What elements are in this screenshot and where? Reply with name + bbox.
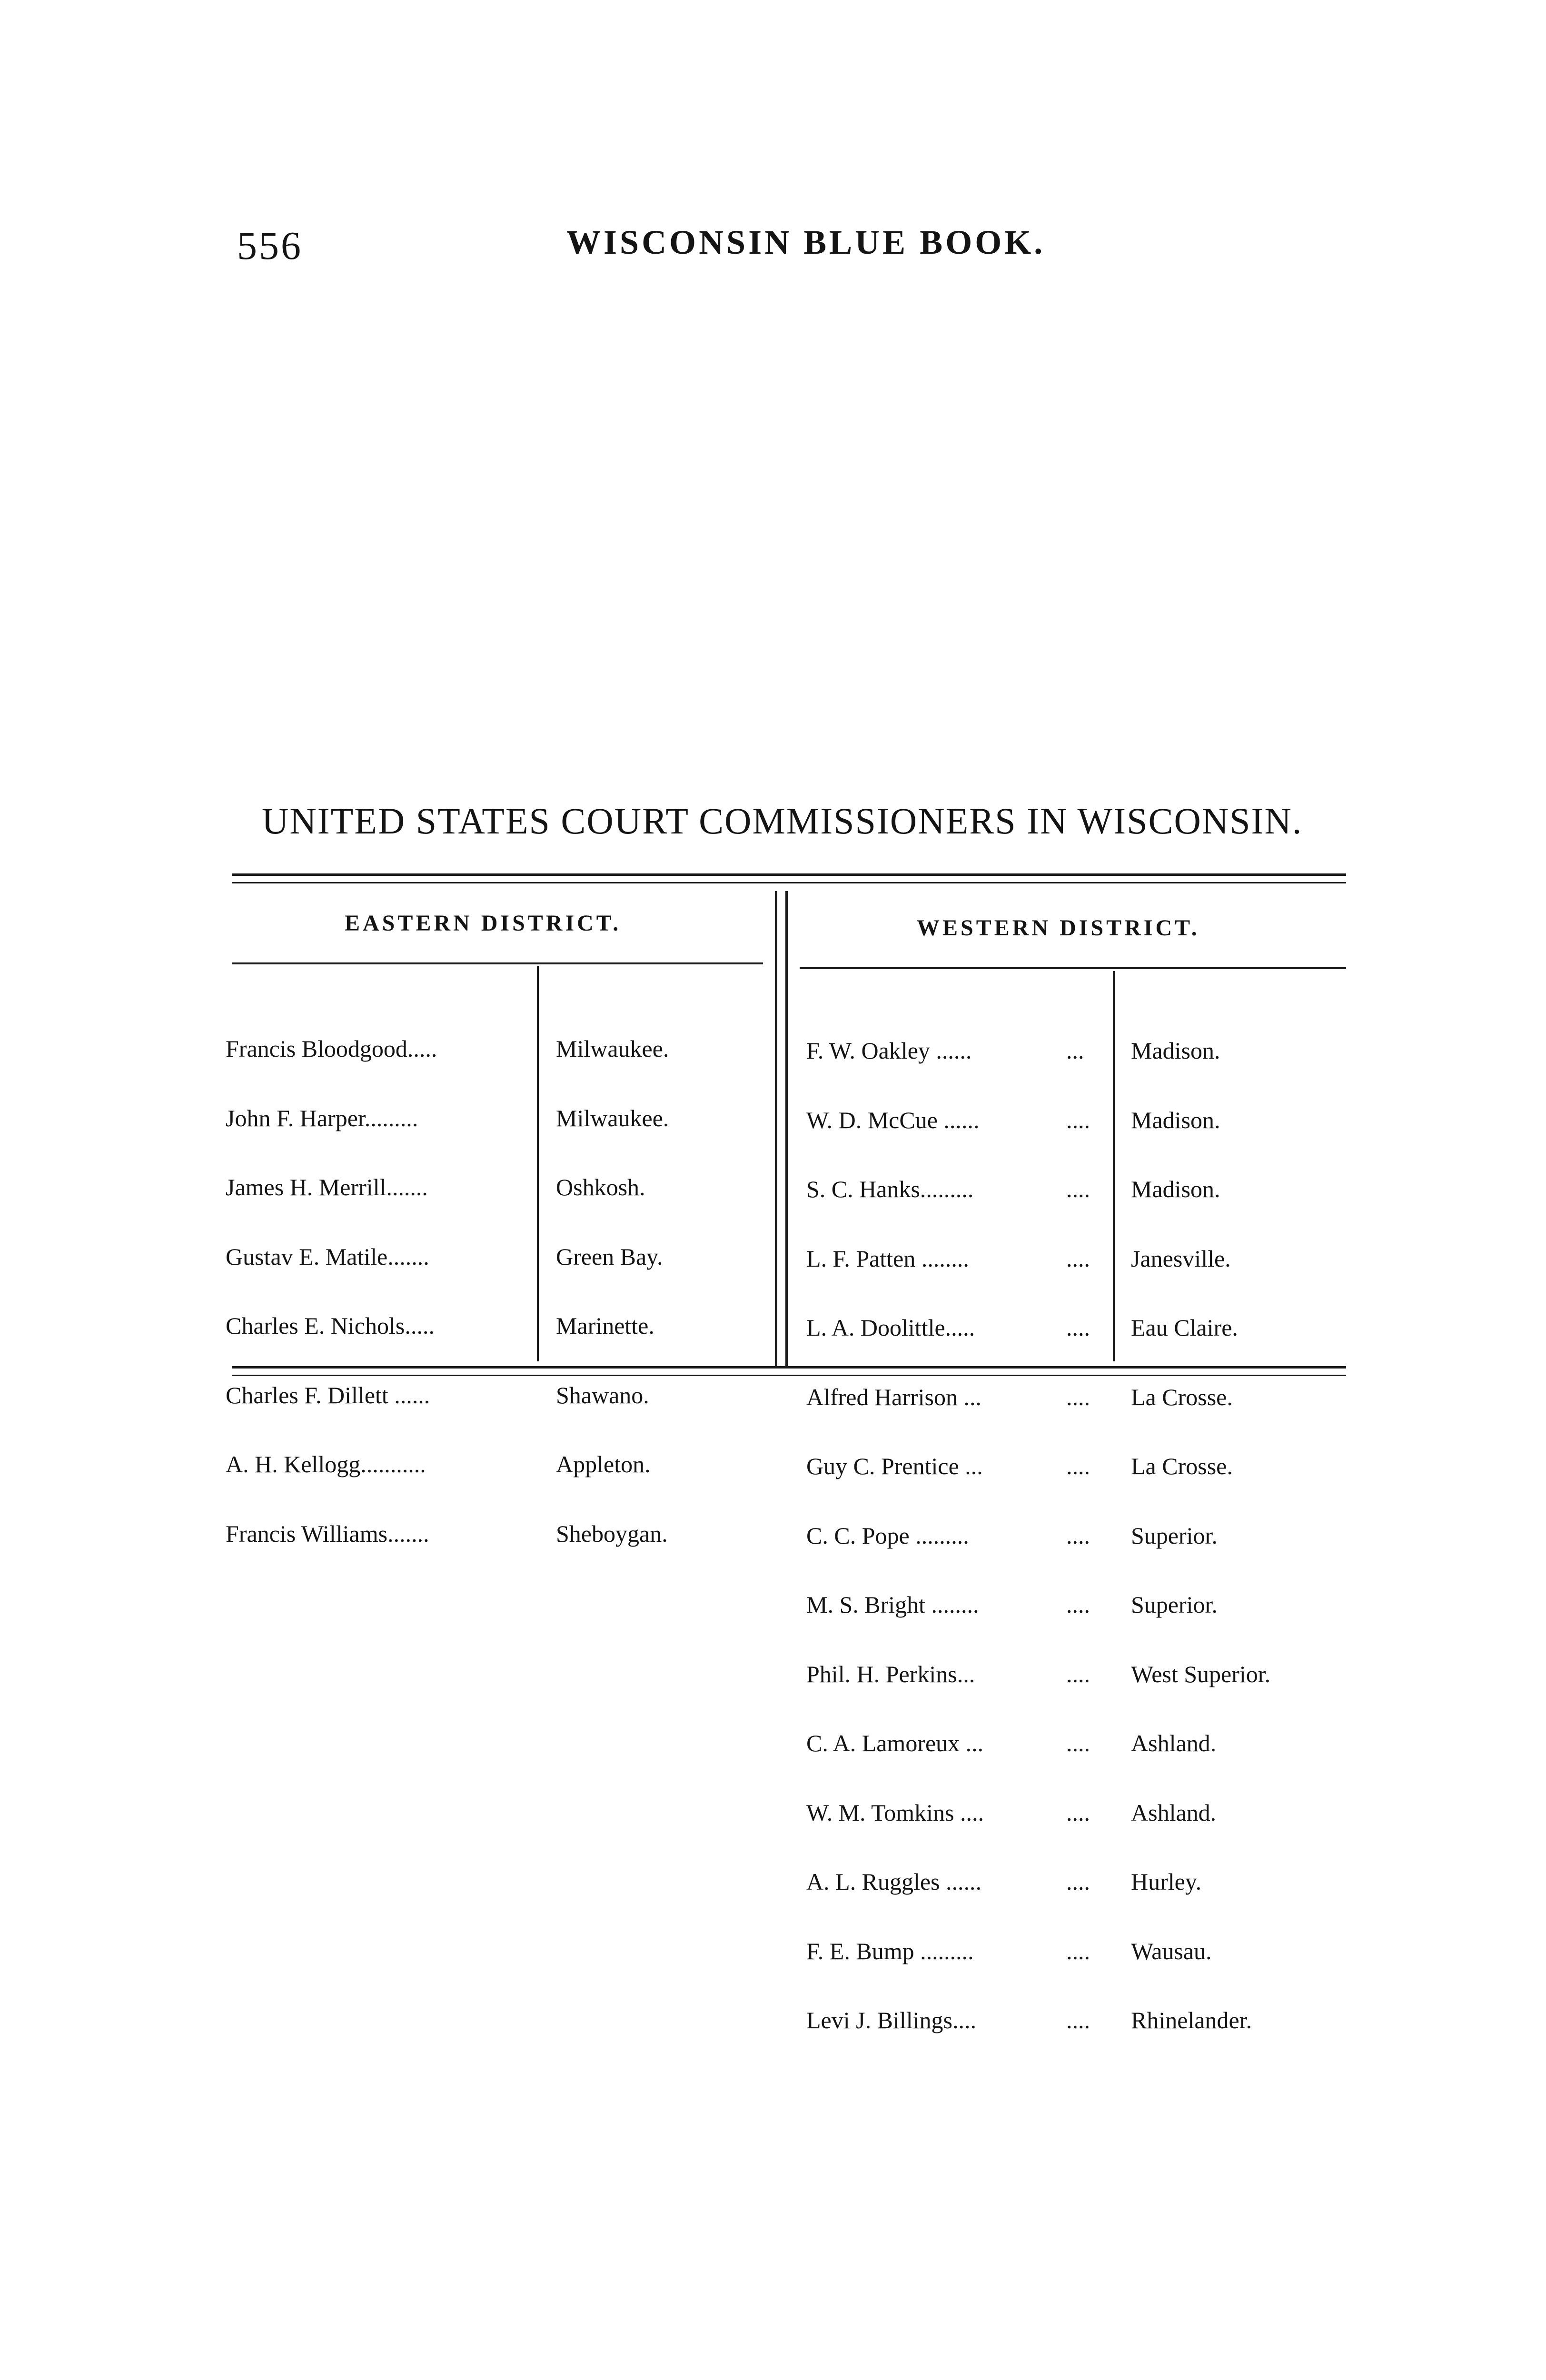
list-item: Phil. H. Perkins... bbox=[806, 1660, 975, 1687]
district-divider-left bbox=[775, 891, 777, 1367]
list-item: Superior. bbox=[1131, 1522, 1218, 1549]
list-item: Ashland. bbox=[1131, 1730, 1217, 1756]
eastern-district-heading: EASTERN DISTRICT. bbox=[345, 911, 622, 936]
district-divider-right bbox=[785, 891, 788, 1367]
table-bottom-rule bbox=[232, 1366, 1346, 1368]
list-item: Alfred Harrison ... bbox=[806, 1383, 981, 1410]
list-item: A. L. Ruggles ...... bbox=[806, 1868, 982, 1895]
list-item: Green Bay. bbox=[556, 1243, 663, 1270]
list-item: Francis Williams....... bbox=[226, 1520, 429, 1547]
list-item: Eau Claire. bbox=[1131, 1314, 1238, 1341]
leader-dots: .... bbox=[1066, 1522, 1090, 1549]
leader-dots: .... bbox=[1066, 1453, 1090, 1479]
leader-dots: .... bbox=[1066, 1176, 1090, 1202]
list-item: A. H. Kellogg........... bbox=[226, 1451, 426, 1478]
list-item: Superior. bbox=[1131, 1591, 1218, 1618]
eastern-heading-rule bbox=[232, 962, 763, 964]
leader-dots: .... bbox=[1066, 1314, 1090, 1341]
leader-dots: .... bbox=[1066, 1730, 1090, 1756]
list-item: Janesville. bbox=[1131, 1245, 1231, 1272]
list-item: Oshkosh. bbox=[556, 1174, 645, 1200]
western-column-divider bbox=[1113, 971, 1115, 1361]
western-leaders bbox=[1066, 993, 1090, 2055]
list-item: W. M. Tomkins .... bbox=[806, 1799, 984, 1826]
list-item: L. A. Doolittle..... bbox=[806, 1314, 975, 1341]
list-item: James H. Merrill....... bbox=[226, 1174, 428, 1200]
western-cities bbox=[1131, 993, 1270, 2055]
page-number: 556 bbox=[237, 224, 303, 268]
leader-dots: .... bbox=[1066, 1937, 1090, 1964]
leader-dots: .... bbox=[1066, 1245, 1090, 1272]
list-item: Marinette. bbox=[556, 1312, 654, 1339]
leader-dots: .... bbox=[1066, 1799, 1090, 1826]
list-item: L. F. Patten ........ bbox=[806, 1245, 969, 1272]
list-item: Guy C. Prentice ... bbox=[806, 1453, 983, 1479]
list-item: Shawano. bbox=[556, 1381, 649, 1408]
list-item: Francis Bloodgood..... bbox=[226, 1035, 437, 1062]
western-district-heading: WESTERN DISTRICT. bbox=[917, 915, 1200, 941]
list-item: West Superior. bbox=[1131, 1660, 1271, 1687]
list-item: F. W. Oakley ...... bbox=[806, 1037, 972, 1064]
eastern-names bbox=[226, 991, 437, 1568]
leader-dots: .... bbox=[1066, 1660, 1090, 1687]
list-item: John F. Harper......... bbox=[226, 1104, 418, 1131]
list-item: Rhinelander. bbox=[1131, 2007, 1252, 2033]
list-item: Milwaukee. bbox=[556, 1104, 669, 1131]
list-item: Ashland. bbox=[1131, 1799, 1217, 1826]
western-names bbox=[806, 993, 984, 2055]
list-item: C. A. Lamoreux ... bbox=[806, 1730, 984, 1756]
list-item: Hurley. bbox=[1131, 1868, 1202, 1895]
leader-dots: .... bbox=[1066, 1106, 1090, 1133]
list-item: Gustav E. Matile....... bbox=[226, 1243, 429, 1270]
list-item: Charles F. Dillett ...... bbox=[226, 1381, 430, 1408]
list-item: Appleton. bbox=[556, 1451, 651, 1478]
eastern-column-divider bbox=[537, 966, 539, 1361]
western-heading-rule bbox=[800, 967, 1346, 969]
eastern-cities bbox=[556, 991, 669, 1568]
leader-dots: ... bbox=[1066, 1037, 1084, 1064]
list-item: S. C. Hanks......... bbox=[806, 1176, 974, 1202]
list-item: Madison. bbox=[1131, 1176, 1220, 1202]
table-bottom-rule-inner bbox=[232, 1375, 1346, 1376]
leader-dots: .... bbox=[1066, 2007, 1090, 2033]
list-item: Madison. bbox=[1131, 1037, 1220, 1064]
list-item: La Crosse. bbox=[1131, 1383, 1233, 1410]
list-item: Milwaukee. bbox=[556, 1035, 669, 1062]
running-head: WISCONSIN BLUE BOOK. bbox=[566, 223, 1046, 261]
table-top-rule bbox=[232, 873, 1346, 876]
list-item: Sheboygan. bbox=[556, 1520, 668, 1547]
list-item: M. S. Bright ........ bbox=[806, 1591, 979, 1618]
leader-dots: .... bbox=[1066, 1383, 1090, 1410]
table-top-rule-inner bbox=[232, 882, 1346, 883]
list-item: W. D. McCue ...... bbox=[806, 1106, 980, 1133]
list-item: F. E. Bump ......... bbox=[806, 1937, 974, 1964]
leader-dots: .... bbox=[1066, 1591, 1090, 1618]
leader-dots: .... bbox=[1066, 1868, 1090, 1895]
list-item: La Crosse. bbox=[1131, 1453, 1233, 1479]
list-item: Levi J. Billings.... bbox=[806, 2007, 976, 2033]
list-item: C. C. Pope ......... bbox=[806, 1522, 969, 1549]
list-item: Wausau. bbox=[1131, 1937, 1212, 1964]
list-item: Charles E. Nichols..... bbox=[226, 1312, 435, 1339]
page-title: UNITED STATES COURT COMMISSIONERS IN WISCONSIN. bbox=[262, 800, 1303, 842]
list-item: Madison. bbox=[1131, 1106, 1220, 1133]
